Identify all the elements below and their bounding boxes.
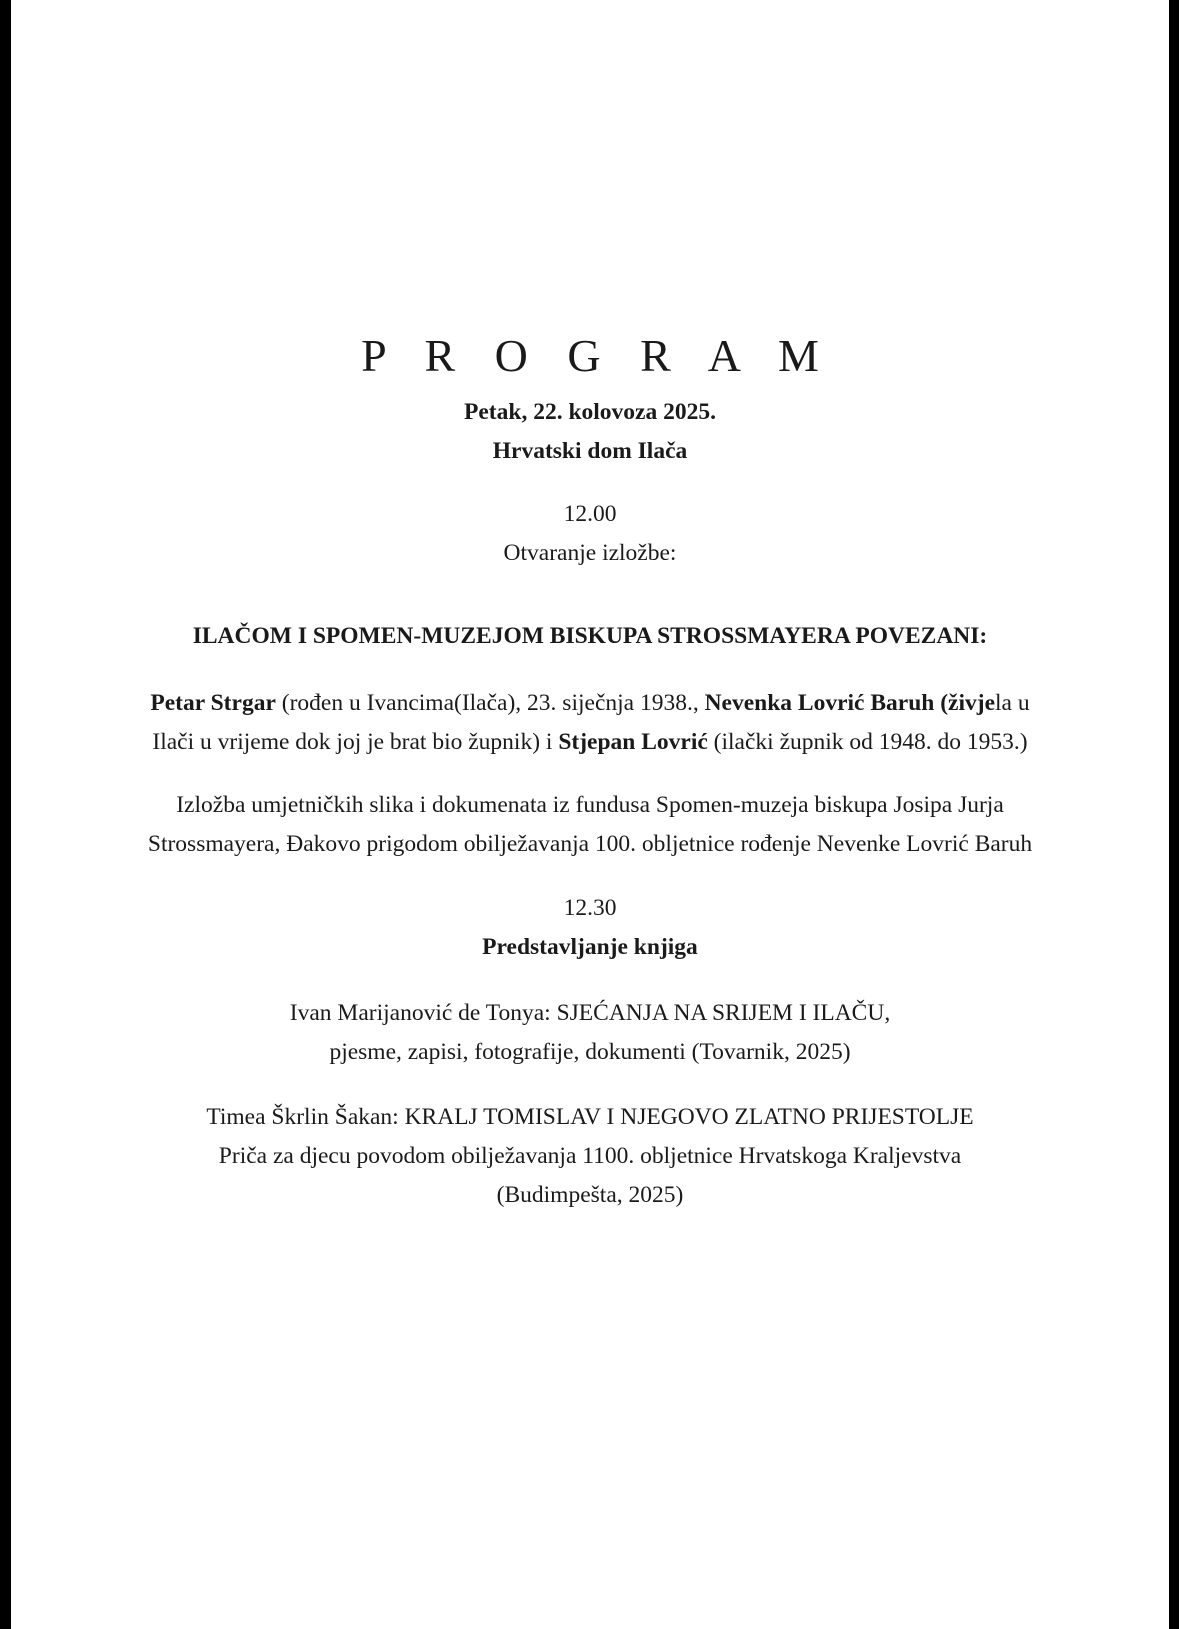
book2-publication: (Budimpešta, 2025) [496,1182,684,1208]
event1-description [11,786,1169,864]
person-info-petar: (rođen u Ivancima(Ilača), 23. siječnja 1938., [275,690,705,716]
event1-headline [11,617,1169,656]
book-1 [11,994,1169,1072]
book1-title: Ivan Marijanović de Tonya: SJEĆANJA NA SRIJEM I ILAČU, [289,1000,891,1026]
document-page [11,0,1169,1629]
description-line-1: Izložba umjetničkih slika i dokumenata iz fundusa Spomen-muzeja biskupa Josipa Jurja [176,792,1004,818]
person-name-stjepan: Stjepan Lovrić [558,729,708,755]
book2-subtitle: Priča za djecu povodom obilježavanja 1100. obljetnice Hrvatskoga Kraljevstva [218,1143,962,1169]
person-name-nevenka: Nevenka Lovrić Baruh (živje [704,690,996,716]
description-line-2: Strossmayera, Đakovo prigodom obilježavanja 100. obljetnice rođenje Nevenke Lovrić Baruh [147,831,1033,857]
person-name-petar: Petar Strgar [150,690,276,716]
event-venue: Hrvatski dom Ilača [492,438,688,464]
event1-time: 12.00 [563,501,617,527]
book2-title: Timea Škrlin Šakan: KRALJ TOMISLAV I NJEGOVO ZLATNO PRIJESTOLJE [206,1104,974,1130]
person-info-nevenka: la u [995,690,1030,716]
person-info-stjepan: (ilački župnik od 1948. do 1953.) [707,729,1028,755]
persons-line-1 [11,684,1169,723]
event1-header [11,495,1169,573]
event1-headline-text: ILAČOM I SPOMEN-MUZEJOM BISKUPA STROSSMAYERA POVEZANI: [192,623,988,649]
book-2 [11,1098,1169,1215]
person-info-nevenka-cont: Ilači u vrijeme dok joj je brat bio župnik) i [152,729,559,755]
event1-label: Otvaranje izložbe: [503,540,677,566]
persons-line-2 [11,723,1169,762]
event2-label: Predstavljanje knjiga [482,934,698,960]
event1-persons [11,684,1169,762]
book1-details: pjesme, zapisi, fotografije, dokumenti (Tovarnik, 2025) [329,1039,851,1065]
event-date-venue [11,393,1169,471]
event2-header [11,889,1169,967]
event2-time: 12.30 [563,895,617,921]
program-title: P R O G R A M [361,330,833,381]
event-date: Petak, 22. kolovoza 2025. [464,399,716,425]
